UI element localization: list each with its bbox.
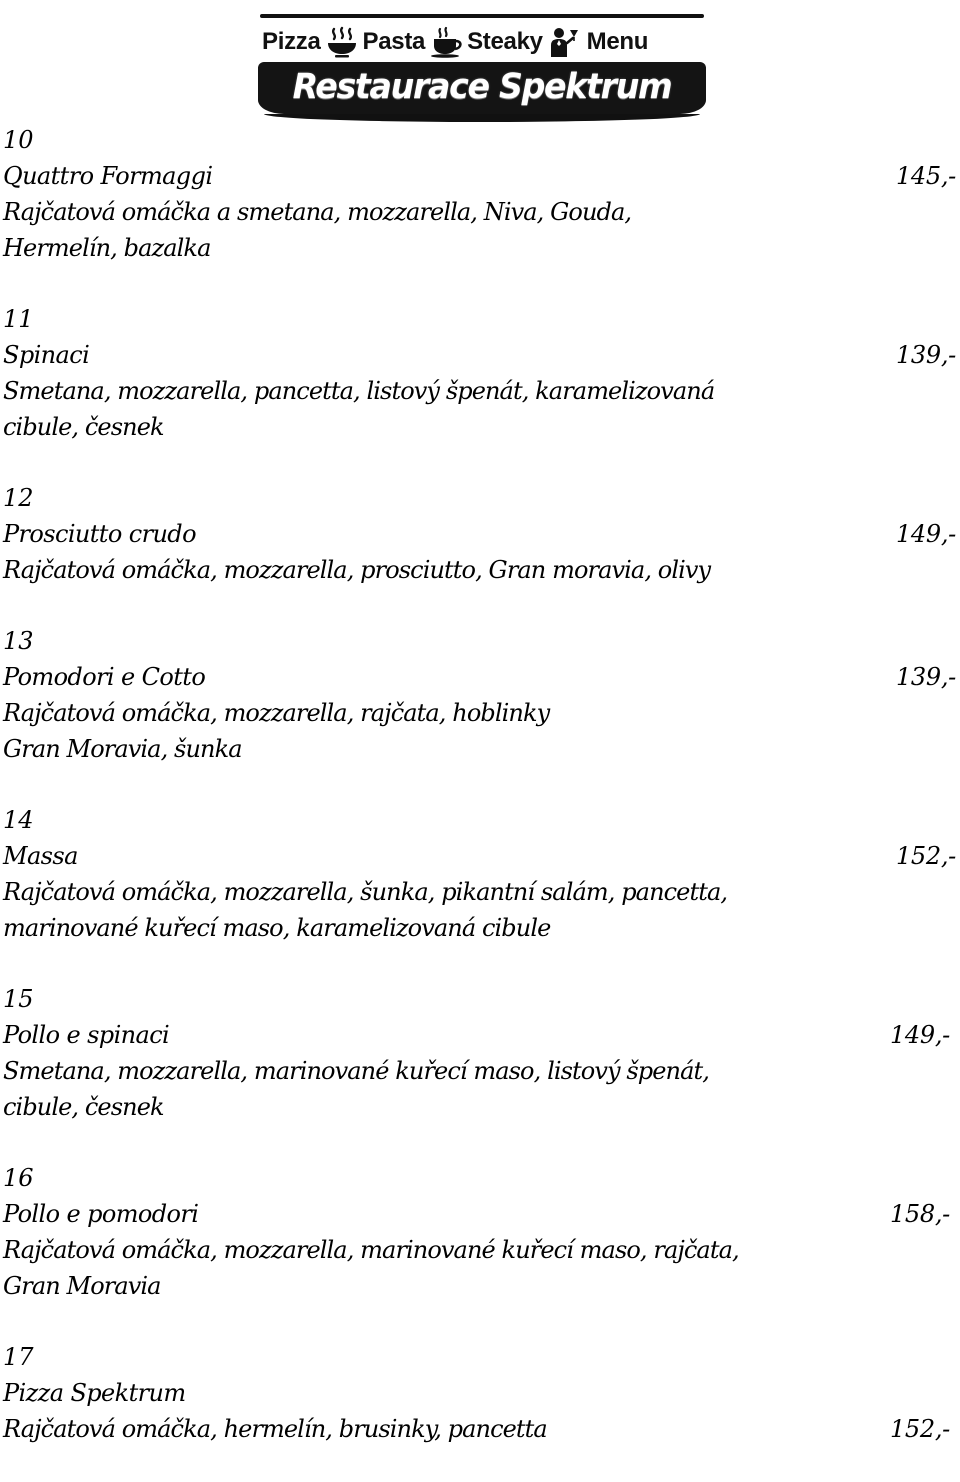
item-price: 149,- xyxy=(895,520,956,548)
item-description: Rajčatová omáčka, mozzarella, šunka, pikantní salám, pancetta, xyxy=(3,878,728,906)
menu-item xyxy=(0,1160,960,1304)
steaming-dish-icon xyxy=(325,26,359,58)
logo-word-pasta: Pasta xyxy=(362,28,426,55)
item-description: Smetana, mozzarella, marinované kuřecí maso, listový špenát, xyxy=(3,1057,709,1085)
item-description: marinované kuřecí maso, karamelizovaná cibule xyxy=(3,914,551,942)
item-price: 152,- xyxy=(889,1415,950,1443)
item-price: 158,- xyxy=(889,1200,950,1228)
item-name: Spinaci xyxy=(3,341,90,369)
item-name: Pizza Spektrum xyxy=(3,1379,186,1407)
logo-tagline xyxy=(258,24,706,60)
item-price: 149,- xyxy=(889,1021,950,1049)
item-description: Rajčatová omáčka a smetana, mozzarella, Niva, Gouda, xyxy=(3,198,632,226)
menu-item xyxy=(0,802,960,946)
item-name: Pollo e spinaci xyxy=(3,1021,170,1049)
item-description: Gran Moravia xyxy=(3,1272,161,1300)
item-name: Pomodori e Cotto xyxy=(3,663,206,691)
item-description: Gran Moravia, šunka xyxy=(3,735,242,763)
item-number: 14 xyxy=(3,806,34,834)
item-number: 15 xyxy=(3,985,34,1013)
waiter-icon xyxy=(547,26,581,58)
item-price: 145,- xyxy=(895,162,956,190)
menu-item xyxy=(0,623,960,767)
item-number: 17 xyxy=(3,1343,34,1371)
item-description: Rajčatová omáčka, hermelín, brusinky, pancetta xyxy=(3,1415,547,1443)
logo-word-menu: Menu xyxy=(586,28,649,55)
restaurant-logo xyxy=(258,6,706,124)
item-number: 12 xyxy=(3,484,34,512)
item-name: Massa xyxy=(3,842,78,870)
item-name: Prosciutto crudo xyxy=(3,520,196,548)
item-number: 13 xyxy=(3,627,34,655)
item-price: 152,- xyxy=(895,842,956,870)
menu-item xyxy=(0,301,960,445)
coffee-cup-icon xyxy=(429,26,463,58)
item-number: 11 xyxy=(3,305,34,333)
menu-item xyxy=(0,480,960,588)
item-number: 10 xyxy=(3,126,34,154)
item-description: Rajčatová omáčka, mozzarella, rajčata, hoblinky xyxy=(3,699,550,727)
item-description: Hermelín, bazalka xyxy=(3,234,211,262)
pizza-menu-list xyxy=(0,122,960,1482)
item-description: Rajčatová omáčka, mozzarella, marinované kuřecí maso, rajčata, xyxy=(3,1236,739,1264)
menu-item xyxy=(0,981,960,1125)
item-name: Pollo e pomodori xyxy=(3,1200,199,1228)
logo-word-steaky: Steaky xyxy=(467,28,543,55)
item-number: 16 xyxy=(3,1164,34,1192)
item-description: Rajčatová omáčka, mozzarella, prosciutto, Gran moravia, olivy xyxy=(3,556,711,584)
menu-item xyxy=(0,1339,960,1447)
logo-word-pizza: Pizza xyxy=(262,28,321,55)
item-name: Quattro Formaggi xyxy=(3,162,213,190)
item-description: Smetana, mozzarella, pancetta, listový špenát, karamelizovaná xyxy=(3,377,715,405)
item-price: 139,- xyxy=(895,663,956,691)
restaurant-name: Restaurace Spektrum xyxy=(292,67,672,107)
logo-top-rule xyxy=(260,14,704,18)
item-price: 139,- xyxy=(895,341,956,369)
item-description: cibule, česnek xyxy=(3,1093,164,1121)
item-description: cibule, česnek xyxy=(3,413,164,441)
logo-swoosh xyxy=(264,114,700,122)
menu-item xyxy=(0,122,960,266)
